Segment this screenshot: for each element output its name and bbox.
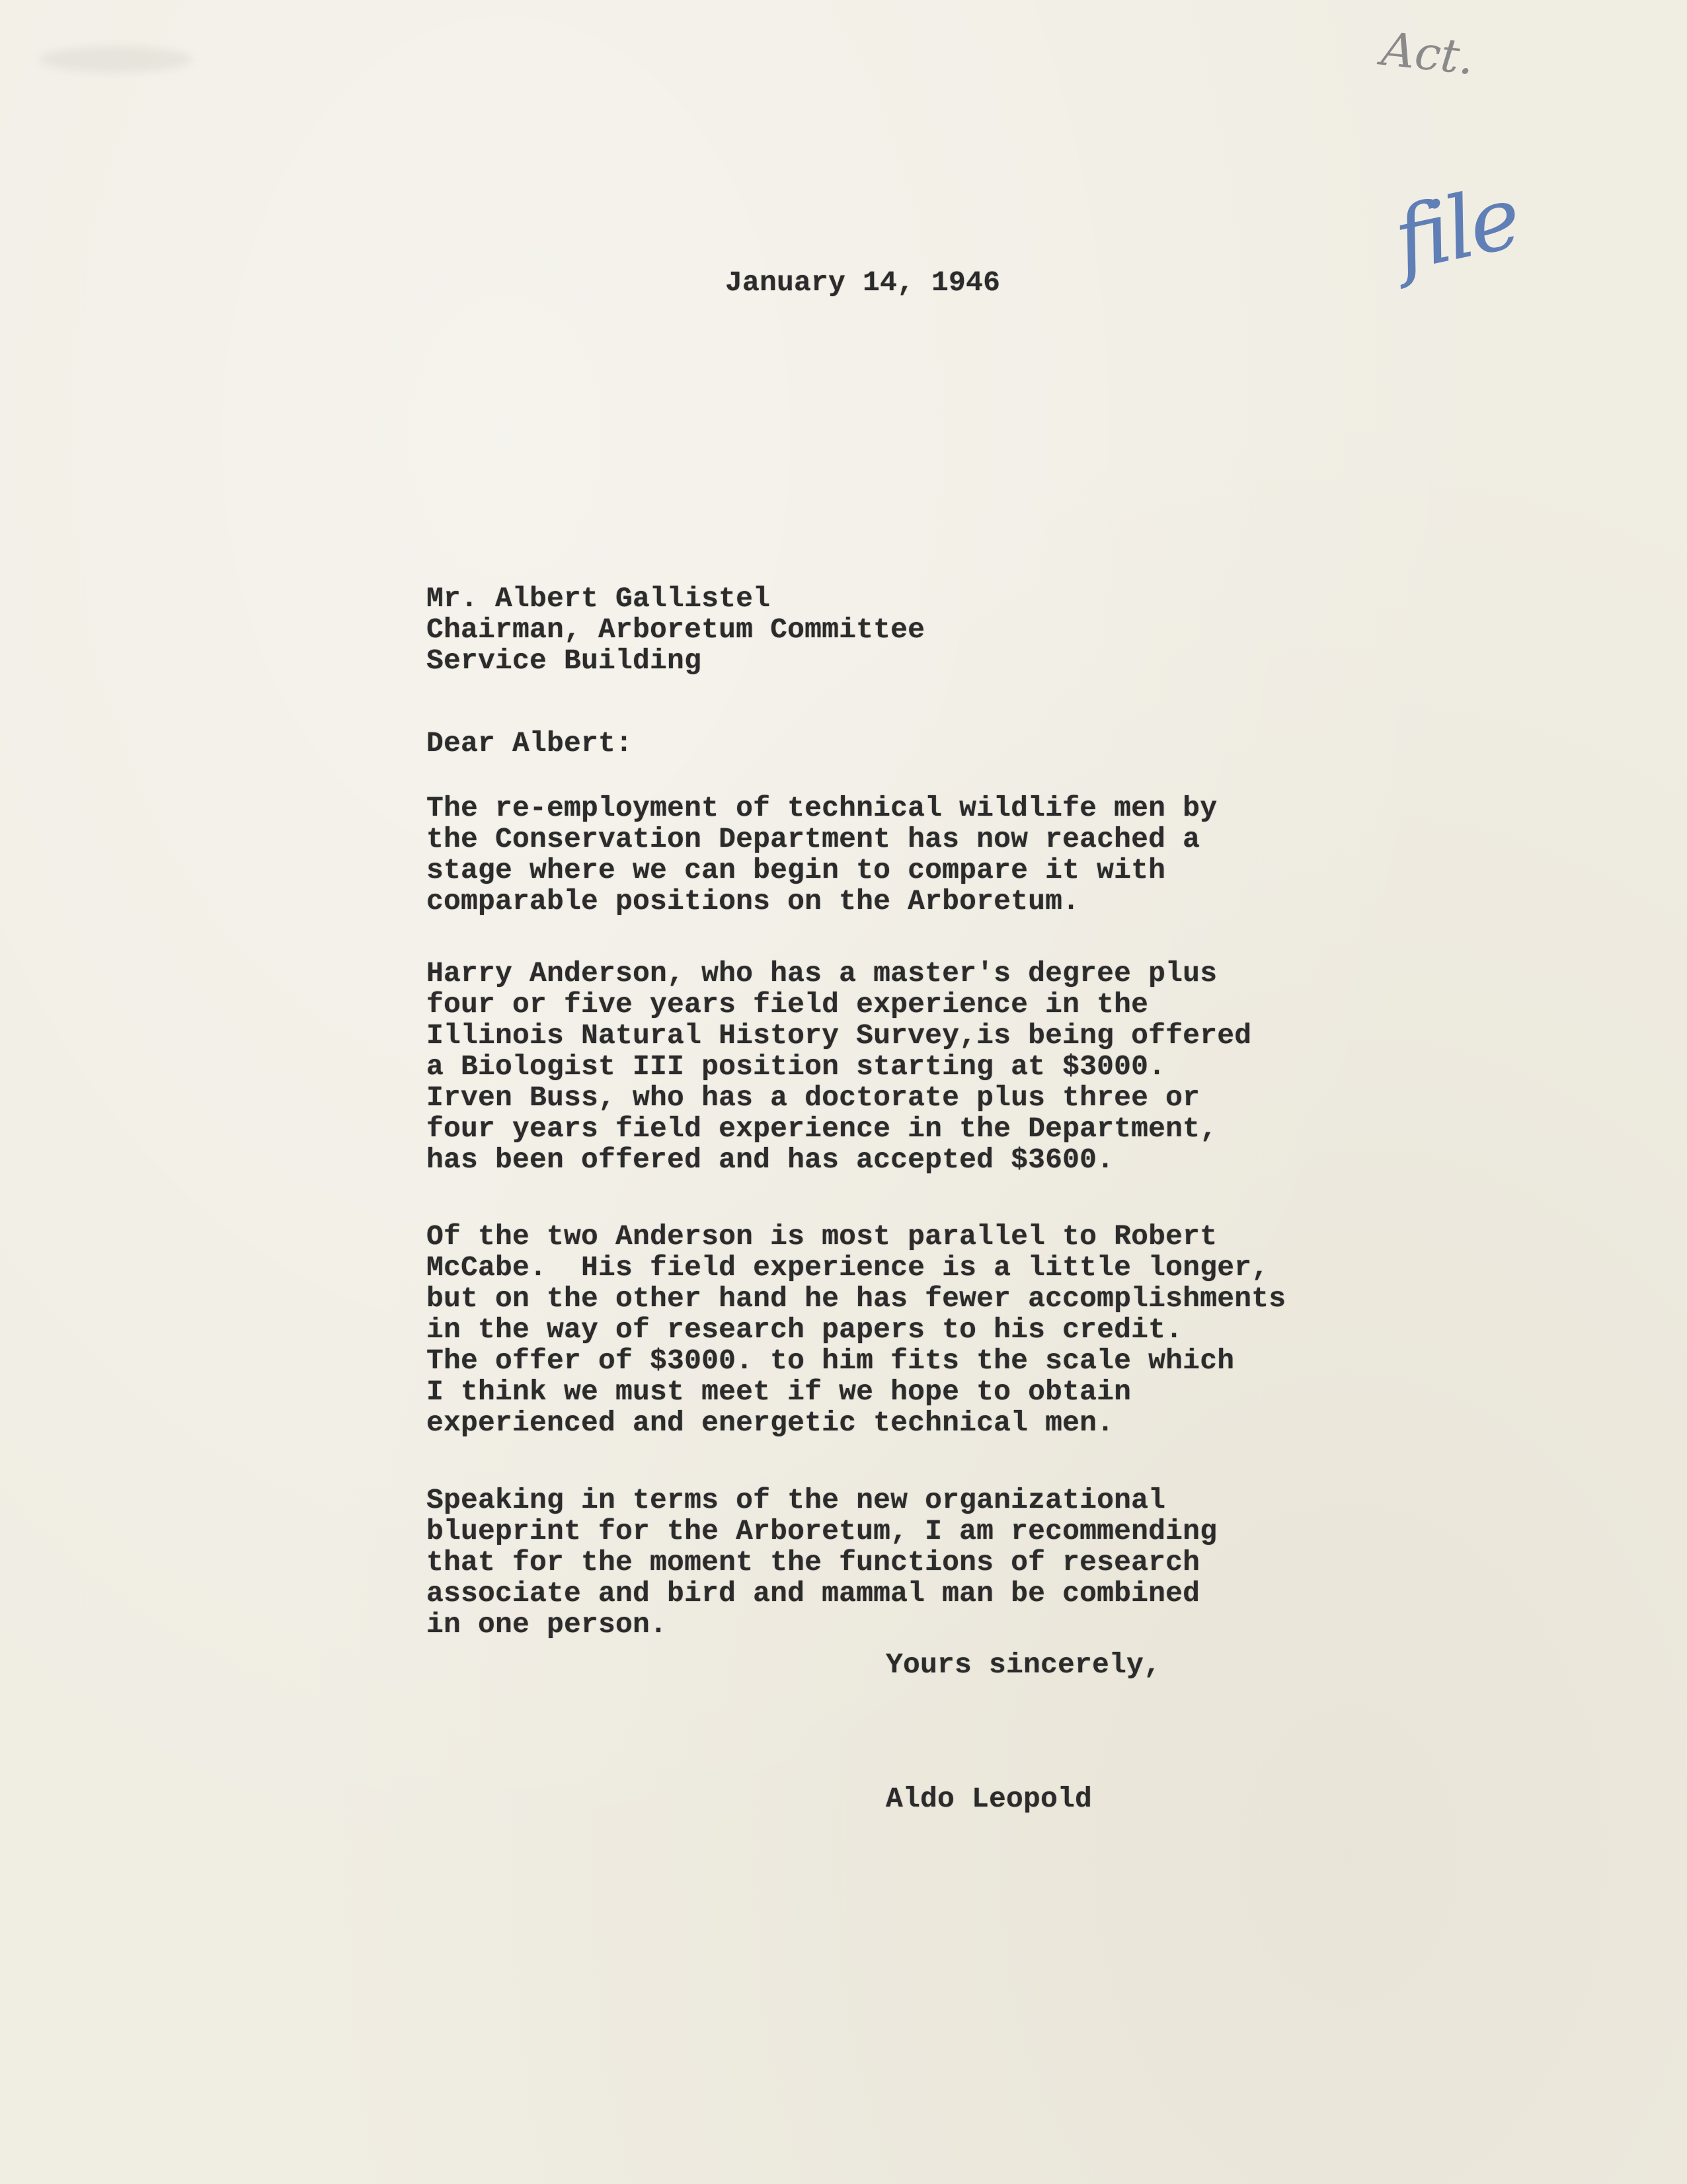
p1-line-4: comparable positions on the Arboretum.	[426, 885, 1080, 917]
p3-line-6: I think we must meet if we hope to obtain	[426, 1376, 1132, 1408]
salutation: Dear Albert:	[426, 727, 633, 760]
address-line-3: Service Building	[426, 644, 702, 677]
paper-smudge	[40, 46, 192, 73]
p3-line-5: The offer of $3000. to him fits the scale which	[426, 1345, 1235, 1377]
p2-line-4: a Biologist III position starting at $3000.	[426, 1050, 1166, 1083]
address-line-1: Mr. Albert Gallistel	[426, 582, 771, 615]
p4-line-5: in one person.	[426, 1608, 668, 1641]
p2-line-5: Irven Buss, who has a doctorate plus three or	[426, 1081, 1200, 1114]
p3-line-4: in the way of research papers to his credit.	[426, 1313, 1183, 1346]
p4-line-4: associate and bird and mammal man be combined	[426, 1577, 1200, 1610]
p1-line-3: stage where we can begin to compare it with	[426, 854, 1166, 886]
p2-line-6: four years field experience in the Department,	[426, 1112, 1218, 1145]
address-line-2: Chairman, Arboretum Committee	[426, 613, 925, 646]
p2-line-1: Harry Anderson, who has a master's degree plus	[426, 957, 1218, 990]
letter-date: January 14, 1946	[725, 266, 1001, 299]
closing: Yours sincerely,	[886, 1649, 1161, 1681]
p4-line-1: Speaking in terms of the new organizational	[426, 1484, 1166, 1516]
handwritten-note-file: file	[1386, 167, 1526, 291]
handwritten-note-act: Act.	[1379, 21, 1477, 86]
p1-line-1: The re-employment of technical wildlife men by	[426, 792, 1218, 824]
p3-line-2: McCabe. His field experience is a little longer,	[426, 1251, 1269, 1284]
p2-line-3: Illinois Natural History Survey,is being offered	[426, 1019, 1252, 1052]
p3-line-7: experienced and energetic technical men.	[426, 1407, 1115, 1439]
p4-line-2: blueprint for the Arboretum, I am recommending	[426, 1515, 1218, 1547]
p1-line-2: the Conservation Department has now reached a	[426, 823, 1200, 855]
p2-line-2: four or five years field experience in the	[426, 988, 1149, 1021]
p3-line-1: Of the two Anderson is most parallel to Robert	[426, 1220, 1218, 1253]
signature-name: Aldo Leopold	[886, 1783, 1093, 1815]
p3-line-3: but on the other hand he has fewer accomplishments	[426, 1282, 1286, 1315]
p2-line-7: has been offered and has accepted $3600.	[426, 1144, 1115, 1176]
p4-line-3: that for the moment the functions of research	[426, 1546, 1200, 1579]
